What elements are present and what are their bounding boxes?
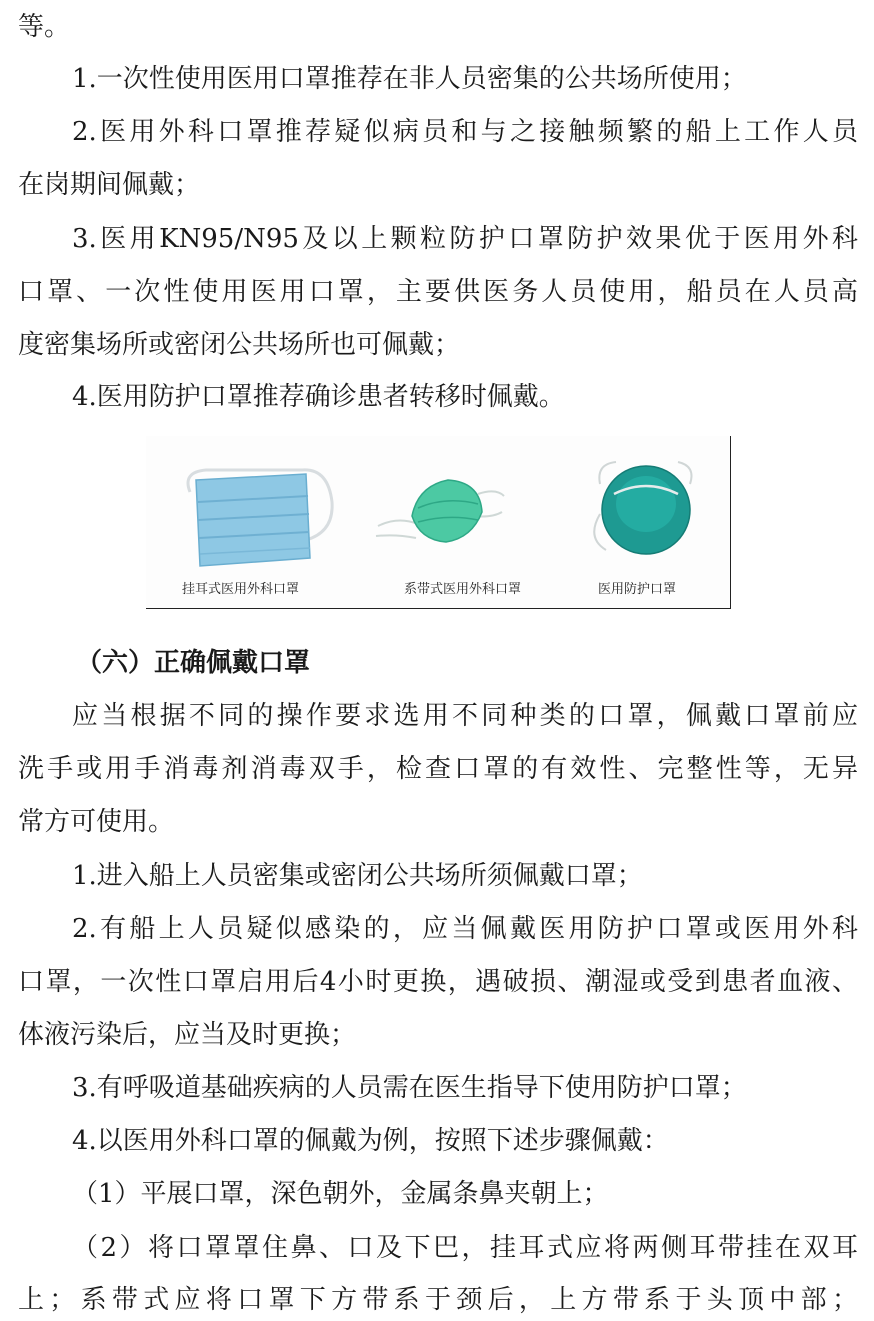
caption-tie-on-mask: 系带式医用外科口罩 bbox=[404, 582, 522, 597]
section-heading: （六）正确佩戴口罩 bbox=[76, 648, 311, 678]
paragraph-line: 常方可使用。 bbox=[18, 807, 175, 837]
paragraph-line: 口罩、一次性使用医用口罩，主要供医务人员使用，船员在人员高 bbox=[18, 277, 858, 307]
paragraph-line: （2）将口罩罩住鼻、口及下巴，挂耳式应将两侧耳带挂在双耳 bbox=[72, 1233, 858, 1263]
paragraph-line: 体液污染后，应当及时更换； bbox=[18, 1020, 357, 1050]
paragraph-line: 洗手或用手消毒剂消毒双手，检查口罩的有效性、完整性等，无异 bbox=[18, 754, 858, 784]
paragraph-line: 上；系带式应将口罩下方带系于颈后，上方带系于头顶中部； bbox=[18, 1285, 858, 1315]
paragraph-line: 1.进入船上人员密集或密闭公共场所须佩戴口罩； bbox=[72, 861, 643, 891]
paragraph-line: 2.医用外科口罩推荐疑似病员和与之接触频繁的船上工作人员 bbox=[72, 117, 858, 147]
paragraph-line: 4.以医用外科口罩的佩戴为例，按照下述步骤佩戴： bbox=[72, 1126, 669, 1156]
paragraph-line: 应当根据不同的操作要求选用不同种类的口罩，佩戴口罩前应 bbox=[72, 701, 858, 731]
ear-loop-surgical-mask-image bbox=[176, 462, 336, 574]
caption-ear-loop-mask: 挂耳式医用外科口罩 bbox=[182, 582, 300, 597]
paragraph-line: （1）平展口罩，深色朝外，金属条鼻夹朝上； bbox=[72, 1179, 609, 1209]
paragraph-line: 等。 bbox=[18, 12, 71, 42]
medical-protective-mask-image bbox=[586, 454, 706, 564]
paragraph-line: 3.医用KN95/N95及以上颗粒防护口罩防护效果优于医用外科 bbox=[72, 224, 858, 254]
mask-types-figure bbox=[146, 436, 731, 609]
tie-on-surgical-mask-image bbox=[368, 466, 508, 566]
paragraph-line: 1.一次性使用医用口罩推荐在非人员密集的公共场所使用； bbox=[72, 64, 747, 94]
paragraph-line: 2.有船上人员疑似感染的，应当佩戴医用防护口罩或医用外科 bbox=[72, 914, 858, 944]
paragraph-line: 3.有呼吸道基础疾病的人员需在医生指导下使用防护口罩； bbox=[72, 1073, 747, 1103]
paragraph-line: 口罩，一次性口罩启用后4小时更换，遇破损、潮湿或受到患者血液、 bbox=[18, 967, 858, 997]
caption-protective-mask: 医用防护口罩 bbox=[598, 582, 677, 597]
paragraph-line: 在岗期间佩戴； bbox=[18, 170, 201, 200]
paragraph-line: 度密集场所或密闭公共场所也可佩戴； bbox=[18, 330, 461, 360]
paragraph-line: 4.医用防护口罩推荐确诊患者转移时佩戴。 bbox=[72, 382, 565, 412]
